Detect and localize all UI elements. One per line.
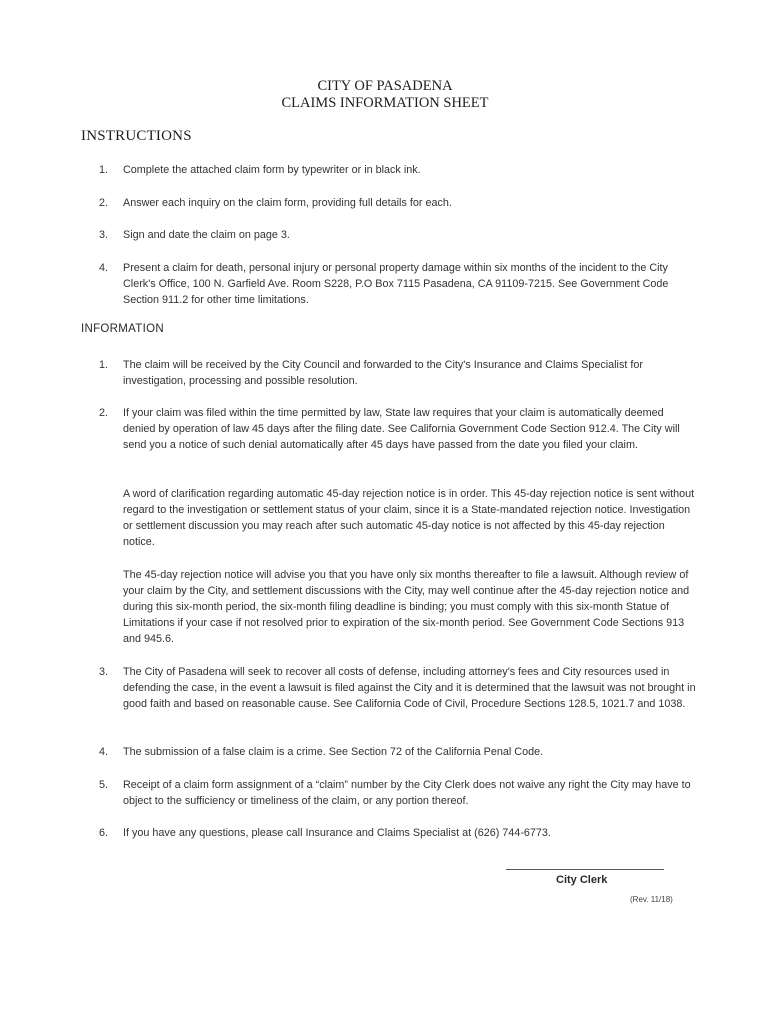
item-number: 4. xyxy=(99,746,109,758)
item-number: 1. xyxy=(99,164,109,176)
information-item-4 xyxy=(99,744,699,760)
instructions-heading: INSTRUCTIONS xyxy=(81,128,192,144)
instruction-item-2 xyxy=(99,195,699,211)
item-number: 4. xyxy=(99,262,109,274)
item-number: 3. xyxy=(99,229,109,241)
item-number: 2. xyxy=(99,197,109,209)
item-text: If your claim was filed within the time permitted by law, State law requires that your claim is automatically deemed denied by operation of law 45 days after the filing date. See California Government Code Section 912.4. The City will send you a notice of such denial automatically after 45 days have passed from the date you filed your claim. xyxy=(123,407,680,451)
item-number: 3. xyxy=(99,666,109,678)
instruction-item-1 xyxy=(99,162,699,178)
information-item-3 xyxy=(99,664,699,712)
information-item-1 xyxy=(99,357,699,389)
item-text: If you have any questions, please call Insurance and Claims Specialist at (626) 744-6773. xyxy=(123,827,551,839)
item-text: Sign and date the claim on page 3. xyxy=(123,229,290,241)
revision-note: (Rev. 11/18) xyxy=(630,895,673,904)
document-title: CLAIMS INFORMATION SHEET xyxy=(281,95,489,111)
item-text: Present a claim for death, personal injury or personal property damage within six months of the incident to the City Clerk's Office, 100 N. Garfield Ave. Room S228, P.O Box 7115 Pasadena, CA 91109-7215. See Government Code Section 911.2 for other time limitations. xyxy=(123,262,669,306)
information-heading: INFORMATION xyxy=(81,323,164,335)
instruction-item-4 xyxy=(99,260,699,308)
city-name: CITY OF PASADENA xyxy=(317,78,453,94)
instruction-item-3 xyxy=(99,227,699,243)
information-item-6 xyxy=(99,825,699,841)
item-number: 2. xyxy=(99,407,109,419)
item-number: 5. xyxy=(99,779,109,791)
information-item-5 xyxy=(99,777,699,809)
item-text: Receipt of a claim form assignment of a “claim” number by the City Clerk does not waive any right the City may have to object to the sufficiency or timeliness of the claim, or any portion thereof. xyxy=(123,779,691,807)
item-text: The claim will be received by the City Council and forwarded to the City's Insurance and Claims Specialist for investigation, processing and possible resolution. xyxy=(123,359,643,387)
item-text: Complete the attached claim form by typewriter or in black ink. xyxy=(123,164,421,176)
item-number: 1. xyxy=(99,359,109,371)
information-paragraph-clarification: A word of clarification regarding automatic 45-day rejection notice is in order. This 45-day rejection notice is sent without regard to the investigation or settlement status of your claim, since it is a State-mandated rejection notice. Investigation or settlement discussion you may reach after such automatic 45-day notice is not affected by this 45-day rejection notice. xyxy=(123,488,695,548)
item-number: 6. xyxy=(99,827,109,839)
signature-label: City Clerk xyxy=(556,874,608,886)
information-paragraph-lawsuit: The 45-day rejection notice will advise you that you have only six months thereafter to file a lawsuit. Although review of your claim by the City, and settlement discussions with the City, may well continue after the 45-day rejection notice and during this six-month period, the six-month filing deadline is binding; you must comply with this six-month Statue of Limitations if your case if not resolved prior to expiration of the six-month period. See Government Code Sections 913 and 945.6. xyxy=(123,569,690,645)
title-block xyxy=(0,78,770,112)
signature-line xyxy=(506,869,664,870)
item-text: The submission of a false claim is a crime. See Section 72 of the California Penal Code. xyxy=(123,746,544,758)
information-item-2 xyxy=(99,405,699,453)
item-text: Answer each inquiry on the claim form, providing full details for each. xyxy=(123,197,452,209)
item-text: The City of Pasadena will seek to recover all costs of defense, including attorney's fees and City resources used in defending the case, in the event a lawsuit is filed against the City and it is determined that the lawsuit was not brought in good faith and based on reasonable cause. See California Code of Civil, Procedure Sections 128.5, 1021.7 and 1038. xyxy=(123,666,696,710)
